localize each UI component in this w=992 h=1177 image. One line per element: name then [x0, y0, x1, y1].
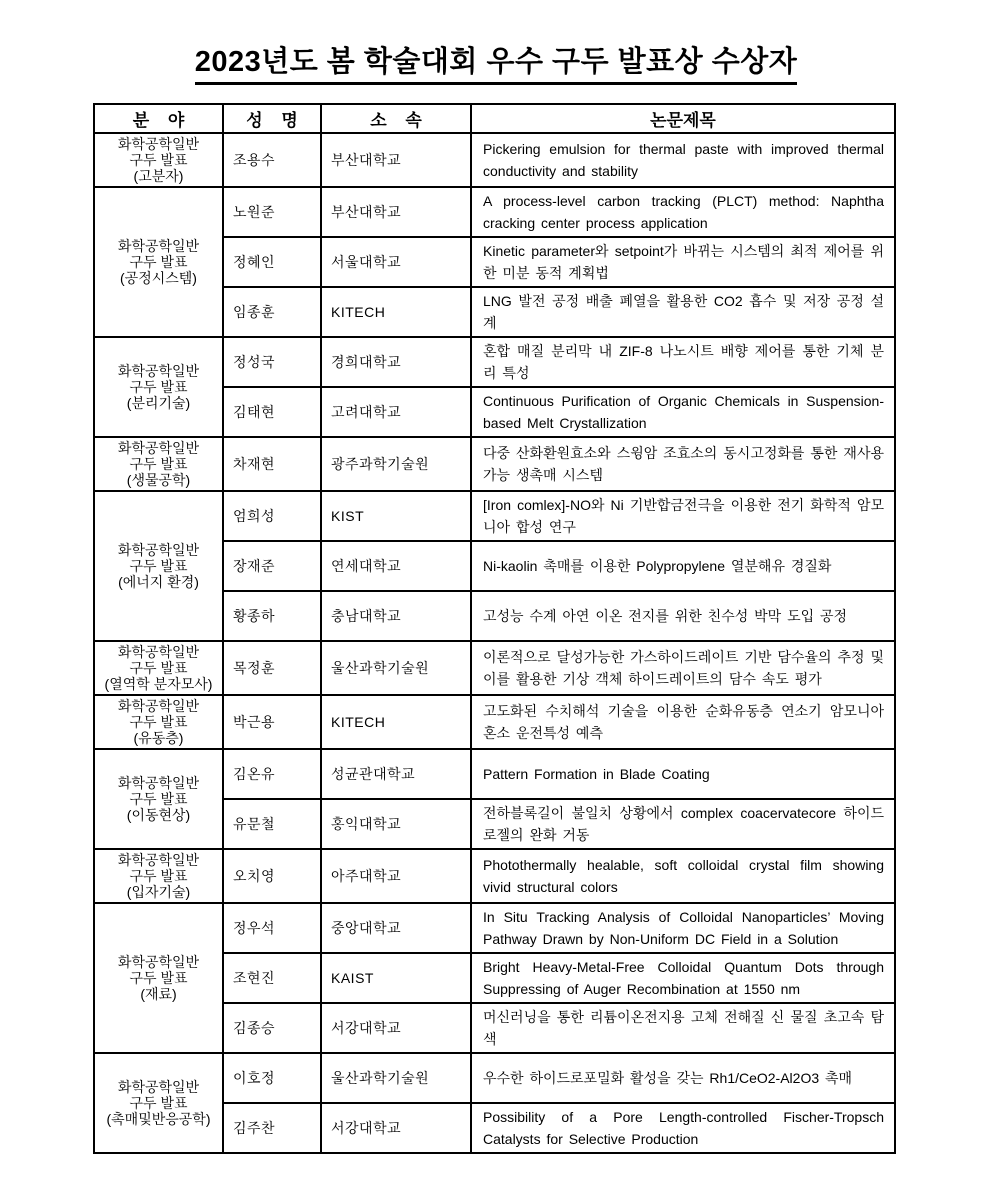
field-line: (열역학 분자모사) [104, 676, 213, 692]
field-cell [94, 903, 223, 1053]
paper-title-cell: 머신러닝을 통한 리튬이온전지용 고체 전해질 신 물질 초고속 탐색 [471, 1003, 895, 1053]
name-cell: 김태현 [223, 387, 321, 437]
field-line: (재료) [140, 986, 177, 1002]
affiliation-cell: 서강대학교 [321, 1103, 471, 1153]
table-row [94, 187, 895, 237]
field-line: 화학공학일반 [117, 542, 200, 558]
affiliation-cell: 광주과학기술원 [321, 437, 471, 491]
name-cell: 박근용 [223, 695, 321, 749]
field-line: 구두 발표 [129, 456, 188, 472]
name-cell: 조현진 [223, 953, 321, 1003]
column-header-name: 성 명 [223, 104, 321, 133]
name-cell: 김종승 [223, 1003, 321, 1053]
column-header-field: 분 야 [94, 104, 223, 133]
affiliation-cell: 연세대학교 [321, 541, 471, 591]
field-line: 구두 발표 [129, 254, 188, 270]
paper-title-cell: 혼합 매질 분리막 내 ZIF-8 나노시트 배향 제어를 통한 기체 분리 특성 [471, 337, 895, 387]
paper-title-cell: [Iron comlex]-NO와 Ni 기반합금전극을 이용한 전기 화학적 암모니아 합성 연구 [471, 491, 895, 541]
affiliation-cell: KIST [321, 491, 471, 541]
paper-title-cell: Pickering emulsion for thermal paste with improved thermal conductivity and stability [471, 133, 895, 187]
affiliation-cell: 서울대학교 [321, 237, 471, 287]
name-cell: 정우석 [223, 903, 321, 953]
field-cell [94, 337, 223, 437]
name-cell: 노원준 [223, 187, 321, 237]
field-cell [94, 849, 223, 903]
field-line: 구두 발표 [129, 152, 188, 168]
affiliation-cell: 부산대학교 [321, 133, 471, 187]
field-line: (입자기술) [126, 884, 191, 900]
paper-title-cell: Photothermally healable, soft colloidal crystal film showing vivid structural colors [471, 849, 895, 903]
affiliation-cell: 부산대학교 [321, 187, 471, 237]
field-line: 화학공학일반 [117, 698, 200, 714]
field-line: 화학공학일반 [117, 440, 200, 456]
column-header-paper-title: 논문제목 [471, 104, 895, 133]
affiliation-cell: 중앙대학교 [321, 903, 471, 953]
field-line: 구두 발표 [129, 868, 188, 884]
table-row [94, 641, 895, 695]
awards-table [93, 103, 896, 1154]
paper-title-cell: 고성능 수계 아연 이온 전지를 위한 친수성 박막 도입 공정 [471, 591, 895, 641]
field-line: 구두 발표 [129, 379, 188, 395]
field-line: 화학공학일반 [117, 238, 200, 254]
affiliation-cell: 홍익대학교 [321, 799, 471, 849]
column-header-affiliation: 소 속 [321, 104, 471, 133]
field-cell [94, 641, 223, 695]
field-line: (유동층) [133, 730, 184, 746]
table-row [94, 337, 895, 387]
field-line: 화학공학일반 [117, 363, 200, 379]
affiliation-cell: 울산과학기술원 [321, 641, 471, 695]
affiliation-cell: 서강대학교 [321, 1003, 471, 1053]
affiliation-cell: 고려대학교 [321, 387, 471, 437]
paper-title-cell: Kinetic parameter와 setpoint가 바뀌는 시스템의 최적 제어를 위한 미분 동적 계획법 [471, 237, 895, 287]
field-line: 구두 발표 [129, 558, 188, 574]
field-line: 화학공학일반 [117, 852, 200, 868]
table-row [94, 437, 895, 491]
name-cell: 목정훈 [223, 641, 321, 695]
table-row [94, 491, 895, 541]
affiliation-cell: 울산과학기술원 [321, 1053, 471, 1103]
page-title-container [0, 46, 992, 85]
name-cell: 오치영 [223, 849, 321, 903]
table-row [94, 849, 895, 903]
field-cell [94, 695, 223, 749]
awards-table-body [94, 133, 895, 1153]
field-line: (에너지 환경) [118, 574, 199, 590]
field-line: 구두 발표 [129, 660, 188, 676]
field-cell [94, 1053, 223, 1153]
field-line: (생물공학) [126, 472, 191, 488]
table-row [94, 903, 895, 953]
affiliation-cell: 아주대학교 [321, 849, 471, 903]
header-row [94, 104, 895, 133]
field-line: 구두 발표 [129, 1095, 188, 1111]
name-cell: 유문철 [223, 799, 321, 849]
field-cell [94, 491, 223, 641]
affiliation-cell: KAIST [321, 953, 471, 1003]
name-cell: 김온유 [223, 749, 321, 799]
field-line: (분리기술) [126, 395, 191, 411]
name-cell: 정성국 [223, 337, 321, 387]
field-line: 화학공학일반 [117, 644, 200, 660]
paper-title-cell: A process-level carbon tracking (PLCT) method: Naphtha cracking center process application [471, 187, 895, 237]
field-line: 구두 발표 [129, 791, 188, 807]
affiliation-cell: KITECH [321, 287, 471, 337]
paper-title-cell: Ni-kaolin 촉매를 이용한 Polypropylene 열분해유 경질화 [471, 541, 895, 591]
affiliation-cell: KITECH [321, 695, 471, 749]
paper-title-cell: Pattern Formation in Blade Coating [471, 749, 895, 799]
field-line: 화학공학일반 [117, 136, 200, 152]
name-cell: 정혜인 [223, 237, 321, 287]
name-cell: 조용수 [223, 133, 321, 187]
paper-title-cell: 이론적으로 달성가능한 가스하이드레이트 기반 담수율의 추정 및 이를 활용한 기상 객체 하이드레이트의 담수 속도 평가 [471, 641, 895, 695]
name-cell: 임종훈 [223, 287, 321, 337]
table-row [94, 749, 895, 799]
field-line: 화학공학일반 [117, 1079, 200, 1095]
table-row [94, 133, 895, 187]
field-cell [94, 749, 223, 849]
paper-title-cell: In Situ Tracking Analysis of Colloidal Nanoparticles’ Moving Pathway Drawn by Non-Uniform DC Field in a Solution [471, 903, 895, 953]
field-cell [94, 133, 223, 187]
field-line: 화학공학일반 [117, 775, 200, 791]
paper-title-cell: 전하블록길이 불일치 상황에서 complex coacervatecore 하이드로젤의 완화 거동 [471, 799, 895, 849]
name-cell: 엄희성 [223, 491, 321, 541]
page-title: 2023년도 봄 학술대회 우수 구두 발표상 수상자 [195, 46, 798, 85]
paper-title-cell: Bright Heavy-Metal-Free Colloidal Quantum Dots through Suppressing of Auger Recombination at 1550 nm [471, 953, 895, 1003]
name-cell: 차재현 [223, 437, 321, 491]
field-line: (이동현상) [126, 807, 191, 823]
field-line: (공정시스템) [120, 270, 197, 286]
field-line: 구두 발표 [129, 714, 188, 730]
paper-title-cell: 우수한 하이드로포밀화 활성을 갖는 Rh1/CeO2-Al2O3 촉매 [471, 1053, 895, 1103]
paper-title-cell: LNG 발전 공정 배출 폐열을 활용한 CO2 흡수 및 저장 공정 설계 [471, 287, 895, 337]
paper-title-cell: Continuous Purification of Organic Chemicals in Suspension-based Melt Crystallization [471, 387, 895, 437]
paper-title-cell: 고도화된 수치해석 기술을 이용한 순화유동층 연소기 암모니아 혼소 운전특성 예측 [471, 695, 895, 749]
name-cell: 장재준 [223, 541, 321, 591]
affiliation-cell: 경희대학교 [321, 337, 471, 387]
field-cell [94, 187, 223, 337]
name-cell: 이호정 [223, 1053, 321, 1103]
name-cell: 황종하 [223, 591, 321, 641]
paper-title-cell: 다중 산화환원효소와 스윙암 조효소의 동시고정화를 통한 재사용 가능 생촉매 시스템 [471, 437, 895, 491]
name-cell: 김주찬 [223, 1103, 321, 1153]
field-line: 화학공학일반 [117, 954, 200, 970]
affiliation-cell: 충남대학교 [321, 591, 471, 641]
field-line: (촉매및반응공학) [106, 1111, 211, 1127]
table-row [94, 1053, 895, 1103]
paper-title-cell: Possibility of a Pore Length-controlled Fischer-Tropsch Catalysts for Selective Production [471, 1103, 895, 1153]
table-row [94, 695, 895, 749]
field-line: (고분자) [133, 168, 184, 184]
awards-table-header [94, 104, 895, 133]
field-line: 구두 발표 [129, 970, 188, 986]
affiliation-cell: 성균관대학교 [321, 749, 471, 799]
field-cell [94, 437, 223, 491]
